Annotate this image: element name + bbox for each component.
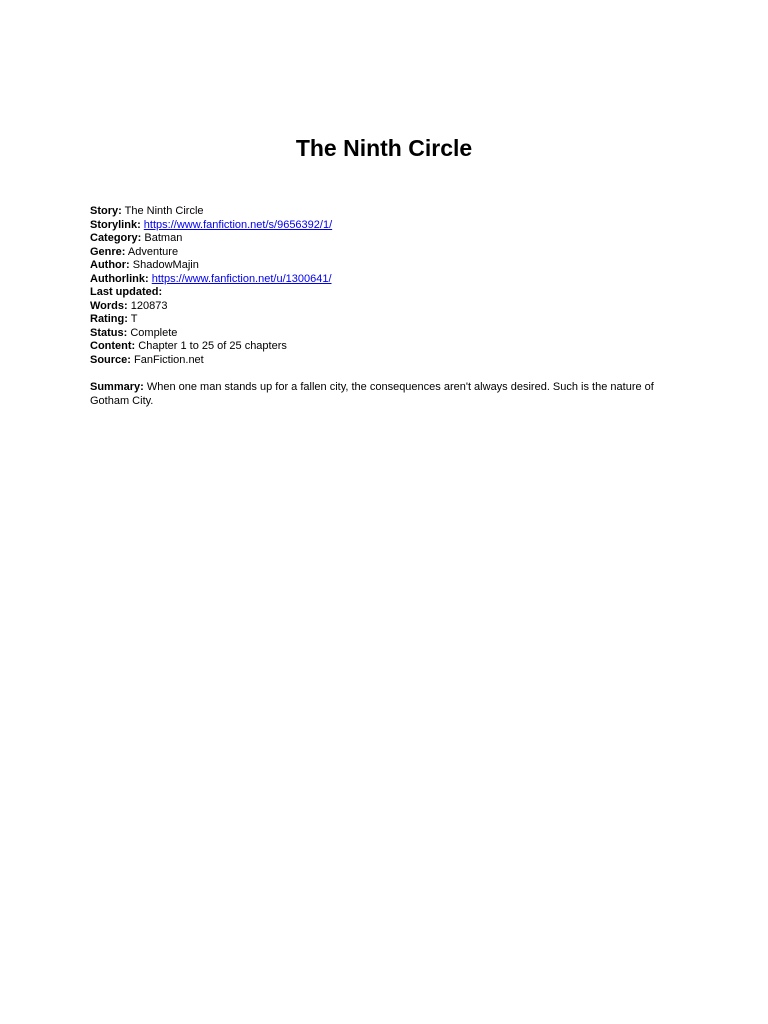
story-label: Story: [90,205,122,217]
category-value: Batman [144,232,183,244]
category-label: Category: [90,232,142,244]
rating-value: T [130,313,138,325]
authorlink-link[interactable]: https://www.fanfiction.net/u/1300641/ [151,272,332,285]
meta-row-authorlink [90,273,680,287]
genre-value: Adventure [127,245,179,258]
meta-row-story [90,205,680,219]
meta-row-genre [90,246,680,260]
storylink-link[interactable]: https://www.fanfiction.net/s/9656392/1/ [143,218,333,231]
words-label: Words: [90,299,128,312]
meta-row-source [90,354,680,368]
meta-row-category [90,232,680,246]
rating-label: Rating: [90,313,128,325]
summary-text: When one man stands up for a fallen city, the consequences aren't always desired. Such is the nature of Gotham City. [90,381,654,407]
authorlink-label: Authorlink: [90,272,149,285]
meta-row-last-updated [90,286,680,300]
meta-row-rating [90,313,680,327]
author-value: ShadowMajin [132,259,199,271]
meta-row-content [90,340,680,354]
content-value: Chapter 1 to 25 of 25 chapters [138,340,287,352]
source-value: FanFiction.net [134,353,204,366]
status-label: Status: [90,326,128,339]
meta-row-words [90,300,680,314]
words-value: 120873 [130,299,168,312]
meta-row-status [90,327,680,341]
author-label: Author: [90,259,130,271]
summary-label: Summary: [90,381,144,393]
genre-label: Genre: [90,245,126,258]
status-value: Complete [130,326,178,339]
content-label: Content: [90,340,136,352]
page-title: The Ninth Circle [295,135,473,161]
meta-row-storylink [90,219,680,233]
meta-row-author [90,259,680,273]
source-label: Source: [90,353,131,366]
last-updated-label: Last updated: [90,286,163,298]
story-metadata [90,205,680,367]
story-value: The Ninth Circle [124,205,204,217]
storylink-label: Storylink: [90,218,141,231]
story-summary [90,381,680,408]
